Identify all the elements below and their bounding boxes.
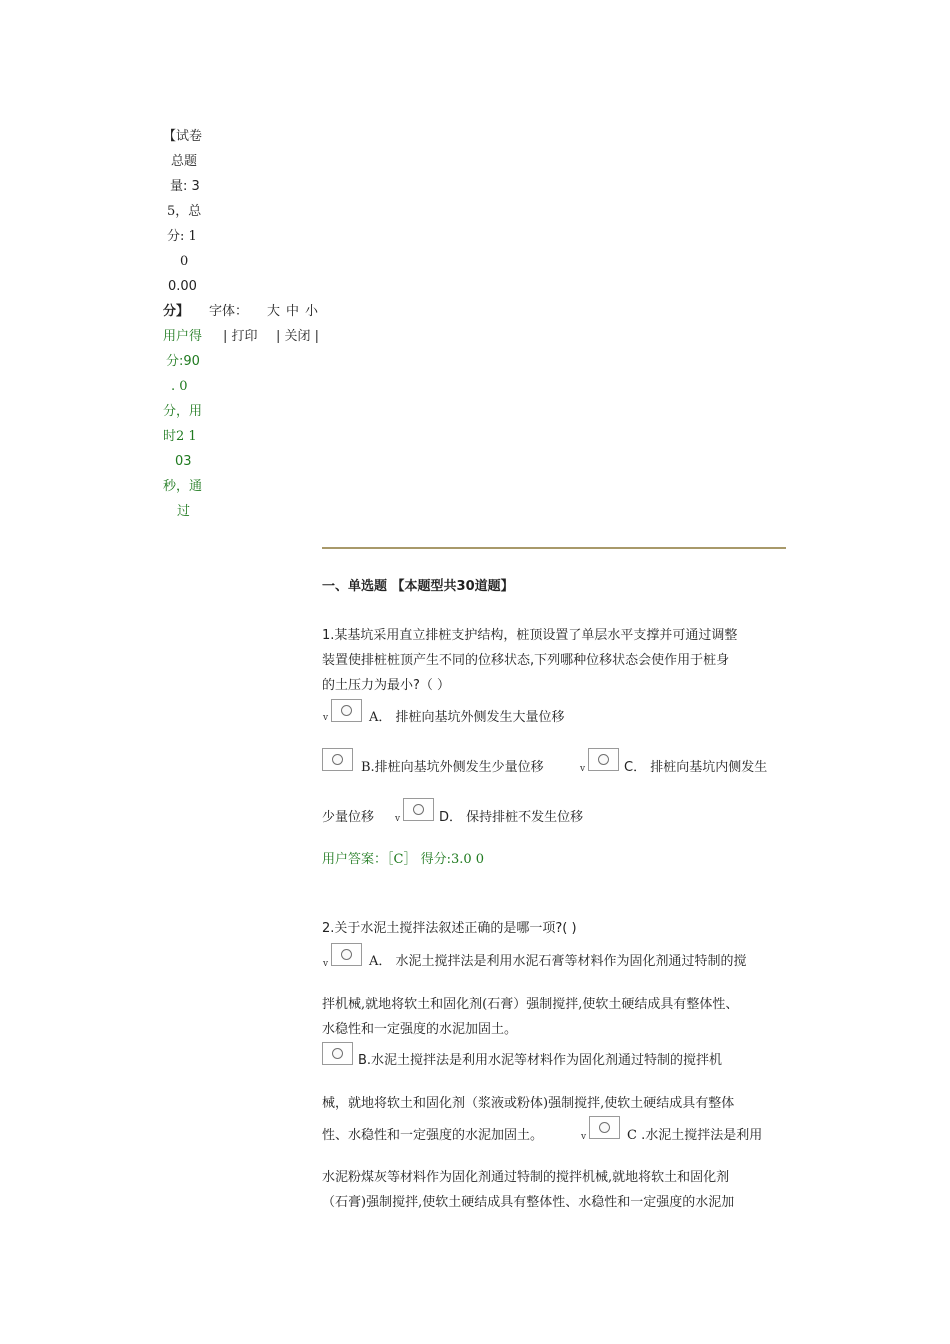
exam-summary-line: 量: 3: [170, 179, 200, 194]
exam-summary-line: 分: 1: [167, 229, 197, 244]
question-2-text: 2.关于水泥土搅拌法叙述正确的是哪一项?( ): [322, 921, 577, 936]
q2-option-a-label: A． 水泥土搅拌法是利用水泥石膏等材料作为固化剂通过特制的搅: [369, 954, 747, 969]
score-line: 时2 1: [163, 429, 197, 444]
q2-option-c-label: （石膏)强制搅拌,使软土硬结成具有整体性、水稳性和一定强度的水泥加: [322, 1195, 735, 1210]
score-line: 分，用: [163, 404, 203, 419]
score-line: 用户得: [163, 329, 203, 344]
selection-mark-icon: ᴠ: [580, 764, 586, 774]
q2-option-a-label: 拌机械,就地将软土和固化剂(石膏）强制搅拌,使软土硬结成具有整体性、: [322, 997, 739, 1012]
exam-summary-line: 0.00: [168, 279, 197, 294]
q1-option-b-radio[interactable]: [322, 748, 353, 771]
print-link[interactable]: | 打印: [223, 329, 258, 344]
selection-mark-icon: ᴠ: [323, 713, 329, 723]
q2-option-b-label: 性、水稳性和一定强度的水泥加固土。: [322, 1128, 544, 1143]
q1-option-d-radio[interactable]: [403, 798, 434, 821]
q2-option-c-radio[interactable]: [589, 1116, 620, 1139]
question-1-text: 1.某基坑采用直立排桩支护结构，桩顶设置了单层水平支撑并可通过调整: [322, 628, 738, 643]
q1-option-d-label: D． 保持排桩不发生位移: [439, 810, 584, 825]
section-title: 一、单选题 【本题型共30道题】: [322, 579, 514, 594]
section-divider: [322, 547, 786, 549]
exam-summary-line: 【试卷: [163, 129, 203, 144]
font-size-label: 字体：: [209, 304, 249, 319]
close-link[interactable]: | 关闭 |: [276, 329, 320, 344]
selection-mark-icon: ᴠ: [323, 959, 329, 969]
q2-option-c-label: 水泥粉煤灰等材料作为固化剂通过特制的搅拌机械,就地将软土和固化剂: [322, 1170, 730, 1185]
q2-option-b-label: 械，就地将软土和固化剂（浆液或粉体)强制搅拌,使软土硬结成具有整体: [322, 1096, 735, 1111]
q2-option-b-label: B.水泥土搅拌法是利用水泥等材料作为固化剂通过特制的搅拌机: [358, 1053, 723, 1068]
font-small-link[interactable]: 小: [305, 304, 319, 319]
score-line: 分:90: [166, 354, 200, 369]
exam-summary-line: 总题: [171, 154, 198, 169]
exam-summary-line: 5，总: [167, 204, 202, 219]
font-medium-link[interactable]: 中: [286, 304, 300, 319]
score-line: 过: [177, 504, 191, 519]
exam-summary-line: 0: [180, 254, 189, 269]
q2-option-c-label: C .水泥土搅拌法是利用: [627, 1128, 763, 1143]
q2-option-a-label: 水稳性和一定强度的水泥加固土。: [322, 1022, 518, 1037]
q1-option-c-radio[interactable]: [588, 748, 619, 771]
exam-summary-line: 分】: [163, 304, 190, 319]
question-1-text: 的土压力为最小?（ ）: [322, 678, 451, 693]
q1-option-b-label: B.排桩向基坑外侧发生少量位移: [361, 760, 544, 775]
question-1-text: 装置使排桩桩顶产生不同的位移状态,下列哪种位移状态会使作用于桩身: [322, 653, 730, 668]
selection-mark-icon: ᴠ: [395, 814, 401, 824]
score-line: 秒，通: [163, 479, 203, 494]
score-line: 03: [175, 454, 192, 469]
q1-user-answer: 用户答案：［C］ 得分:3.0 0: [322, 852, 485, 867]
q1-option-c-label-cont: 少量位移: [322, 810, 375, 825]
font-large-link[interactable]: 大: [267, 304, 281, 319]
selection-mark-icon: ᴠ: [581, 1132, 587, 1142]
q2-option-b-radio[interactable]: [322, 1042, 353, 1065]
q1-option-c-label: C． 排桩向基坑内侧发生: [624, 760, 768, 775]
score-line: . 0: [171, 379, 188, 394]
q2-option-a-radio[interactable]: [331, 943, 362, 966]
q1-option-a-label: A． 排桩向基坑外侧发生大量位移: [369, 710, 565, 725]
q1-option-a-radio[interactable]: [331, 699, 362, 722]
